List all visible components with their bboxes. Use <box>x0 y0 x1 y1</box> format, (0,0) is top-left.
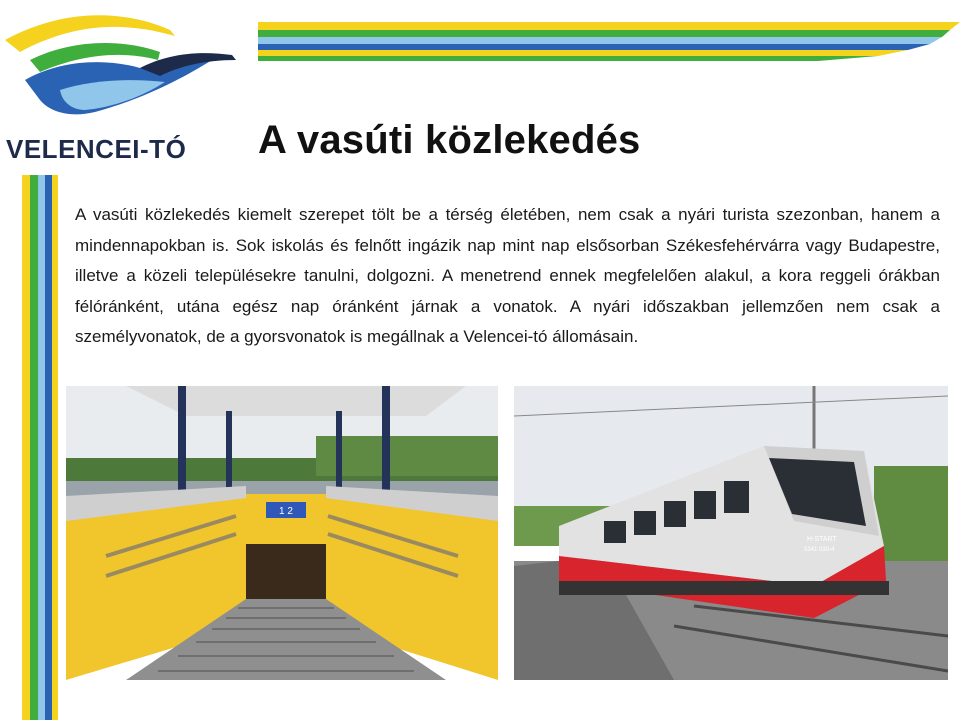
train-brand-text: H-START <box>807 536 837 543</box>
decorative-side-band <box>22 175 58 720</box>
logo-graphic <box>0 0 250 175</box>
train-photo <box>514 386 948 680</box>
underpass-photo <box>66 386 498 680</box>
slide-body-text: A vasúti közlekedés kiemelt szerepet tölt be a térség életében, nem csak a nyári turista szezonban, hanem a mindennapokban is. Sok iskolás és felnőtt ingázik nap mint nap elsősorban Székesfehérvárra vagy Budapestre, illetve a közeli településekre tanulni, dolgozni. A menetrend ennek megfelelően alakul, a kora reggeli órákban félóránként, utána egész nap óránként járnak a vonatok. A nyári időszakban jellemzően nem csak a személyvonatok, de a gyorsvonatok is megállnak a Velencei-tó állomásain. <box>75 205 940 346</box>
platform-sign-text: 1 2 <box>279 506 293 517</box>
train-number-text: 5341 030-4 <box>804 547 835 553</box>
decorative-stripe-band <box>258 22 960 64</box>
logo-text: VELENCEI-TÓ <box>6 134 187 164</box>
velencei-to-logo <box>0 0 250 175</box>
slide-title: A vasúti közlekedés <box>258 118 641 162</box>
